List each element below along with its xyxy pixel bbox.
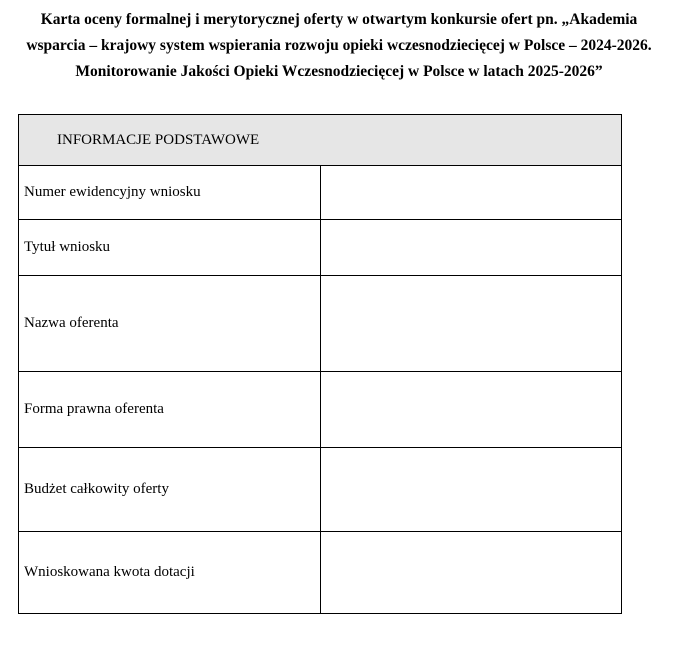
- row-label-offeror-name: Nazwa oferenta: [19, 276, 321, 372]
- table-row: [19, 448, 622, 532]
- title-line-2: wsparcia – krajowy system wspierania rozwoju opieki wczesnodziecięcej w Polsce – 2024-2026.: [26, 37, 652, 54]
- row-value-legal-form[interactable]: [320, 372, 622, 448]
- row-value-requested-grant[interactable]: [320, 532, 622, 614]
- basic-info-table: [18, 114, 622, 614]
- table-row: [19, 166, 622, 220]
- row-label-application-number: Numer ewidencyjny wniosku: [19, 166, 321, 220]
- table-header-row: [19, 115, 622, 166]
- title-line-1: Karta oceny formalnej i merytorycznej oferty w otwartym konkursie ofert pn. „Akademia: [40, 11, 638, 28]
- table-row: [19, 276, 622, 372]
- table-header-cell: INFORMACJE PODSTAWOWE: [19, 115, 622, 166]
- row-label-legal-form: Forma prawna oferenta: [19, 372, 321, 448]
- table-row: [19, 220, 622, 276]
- row-value-application-title[interactable]: [320, 220, 622, 276]
- table-row: [19, 372, 622, 448]
- row-value-total-budget[interactable]: [320, 448, 622, 532]
- row-value-offeror-name[interactable]: [320, 276, 622, 372]
- document-title: [12, 7, 666, 85]
- row-label-application-title: Tytuł wniosku: [19, 220, 321, 276]
- row-label-total-budget: Budżet całkowity oferty: [19, 448, 321, 532]
- title-line-3: Monitorowanie Jakości Opieki Wczesnodziecięcej w Polsce w latach 2025-2026”: [75, 63, 603, 80]
- row-label-requested-grant: Wnioskowana kwota dotacji: [19, 532, 321, 614]
- table-row: [19, 532, 622, 614]
- row-value-application-number[interactable]: [320, 166, 622, 220]
